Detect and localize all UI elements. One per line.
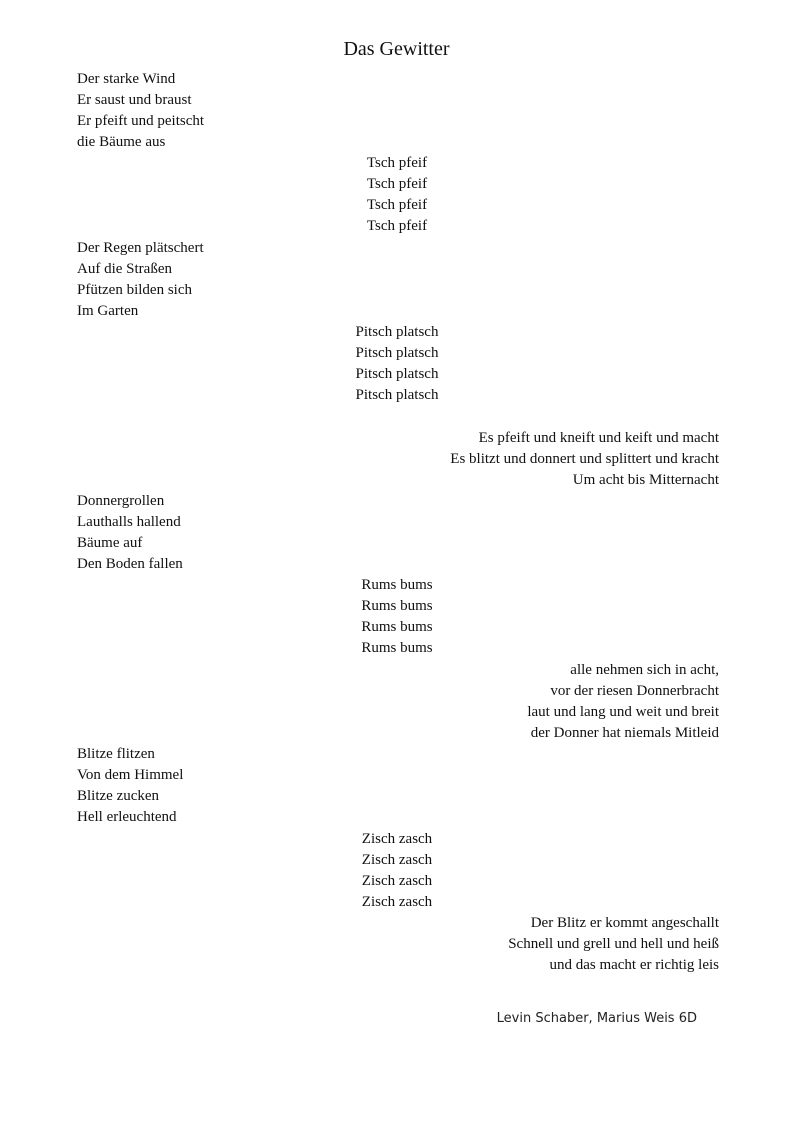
poem-line: Schnell und grell und hell und heiß bbox=[508, 936, 719, 953]
verse-right-3 bbox=[300, 913, 719, 976]
poem-line: der Donner hat niemals Mitleid bbox=[530, 725, 719, 742]
refrain-line: Tsch pfeif bbox=[366, 218, 428, 235]
poem-line: Er saust und braust bbox=[77, 92, 192, 109]
refrain-line: Zisch zasch bbox=[361, 873, 433, 890]
poem-line: Hell erleuchtend bbox=[77, 809, 177, 826]
poem-line: und das macht er richtig leis bbox=[549, 957, 719, 974]
poem-line: Es pfeift und kneift und keift und macht bbox=[478, 430, 719, 446]
poem-line: Der Regen plätschert bbox=[77, 240, 204, 256]
refrain-line: Zisch zasch bbox=[361, 852, 433, 869]
verse-right-1 bbox=[300, 428, 719, 491]
stanza-regen bbox=[77, 238, 204, 322]
refrain-zisch-zasch bbox=[247, 829, 547, 913]
refrain-line: Tsch pfeif bbox=[366, 197, 428, 214]
poem-line: Der Blitz er kommt angeschallt bbox=[530, 915, 719, 931]
refrain-line: Pitsch platsch bbox=[355, 366, 439, 383]
stanza-blitze bbox=[77, 744, 183, 828]
verse-right-2 bbox=[300, 660, 719, 744]
refrain-line: Pitsch platsch bbox=[355, 387, 439, 404]
stanza-donner bbox=[77, 491, 183, 575]
poem-line: die Bäume aus bbox=[77, 134, 166, 151]
refrain-line: Zisch zasch bbox=[361, 831, 433, 847]
poem-line: laut und lang und weit und breit bbox=[527, 704, 719, 721]
poem-line: Im Garten bbox=[77, 303, 139, 320]
refrain-tsch-pfeif bbox=[247, 153, 547, 237]
refrain-line: Pitsch platsch bbox=[355, 324, 439, 340]
stanza-wind bbox=[77, 69, 204, 153]
poem-line: Blitze flitzen bbox=[77, 746, 155, 762]
refrain-line: Rums bums bbox=[361, 598, 433, 615]
poem-line: Lauthalls hallend bbox=[77, 514, 181, 531]
refrain-line: Zisch zasch bbox=[361, 894, 433, 911]
poem-line: Es blitzt und donnert und splittert und kracht bbox=[450, 451, 719, 468]
refrain-line: Pitsch platsch bbox=[355, 345, 439, 362]
refrain-line: Rums bums bbox=[361, 577, 433, 593]
poem-line: Blitze zucken bbox=[77, 788, 160, 805]
poem-line: Der starke Wind bbox=[77, 71, 176, 87]
refrain-line: Tsch pfeif bbox=[366, 155, 428, 171]
refrain-line: Rums bums bbox=[361, 640, 433, 657]
refrain-line: Rums bums bbox=[361, 619, 433, 636]
refrain-pitsch-platsch bbox=[247, 322, 547, 406]
poem-line: Den Boden fallen bbox=[77, 556, 183, 573]
poem-title: Das Gewitter bbox=[343, 38, 450, 60]
poem-line: Bäume auf bbox=[77, 535, 143, 552]
poem-line: alle nehmen sich in acht, bbox=[570, 662, 719, 678]
poem-line: Pfützen bilden sich bbox=[77, 282, 192, 299]
refrain-rums-bums bbox=[247, 575, 547, 659]
poem-line: Donnergrollen bbox=[77, 493, 165, 509]
poem-line: vor der riesen Donnerbracht bbox=[550, 683, 719, 700]
refrain-line: Tsch pfeif bbox=[366, 176, 428, 193]
poem-line: Um acht bis Mitternacht bbox=[572, 472, 719, 489]
poem-line: Von dem Himmel bbox=[77, 767, 184, 784]
poem-line: Er pfeift und peitscht bbox=[77, 113, 205, 130]
author-credit: Levin Schaber, Marius Weis 6D bbox=[496, 1011, 697, 1026]
poem-line: Auf die Straßen bbox=[77, 261, 172, 278]
